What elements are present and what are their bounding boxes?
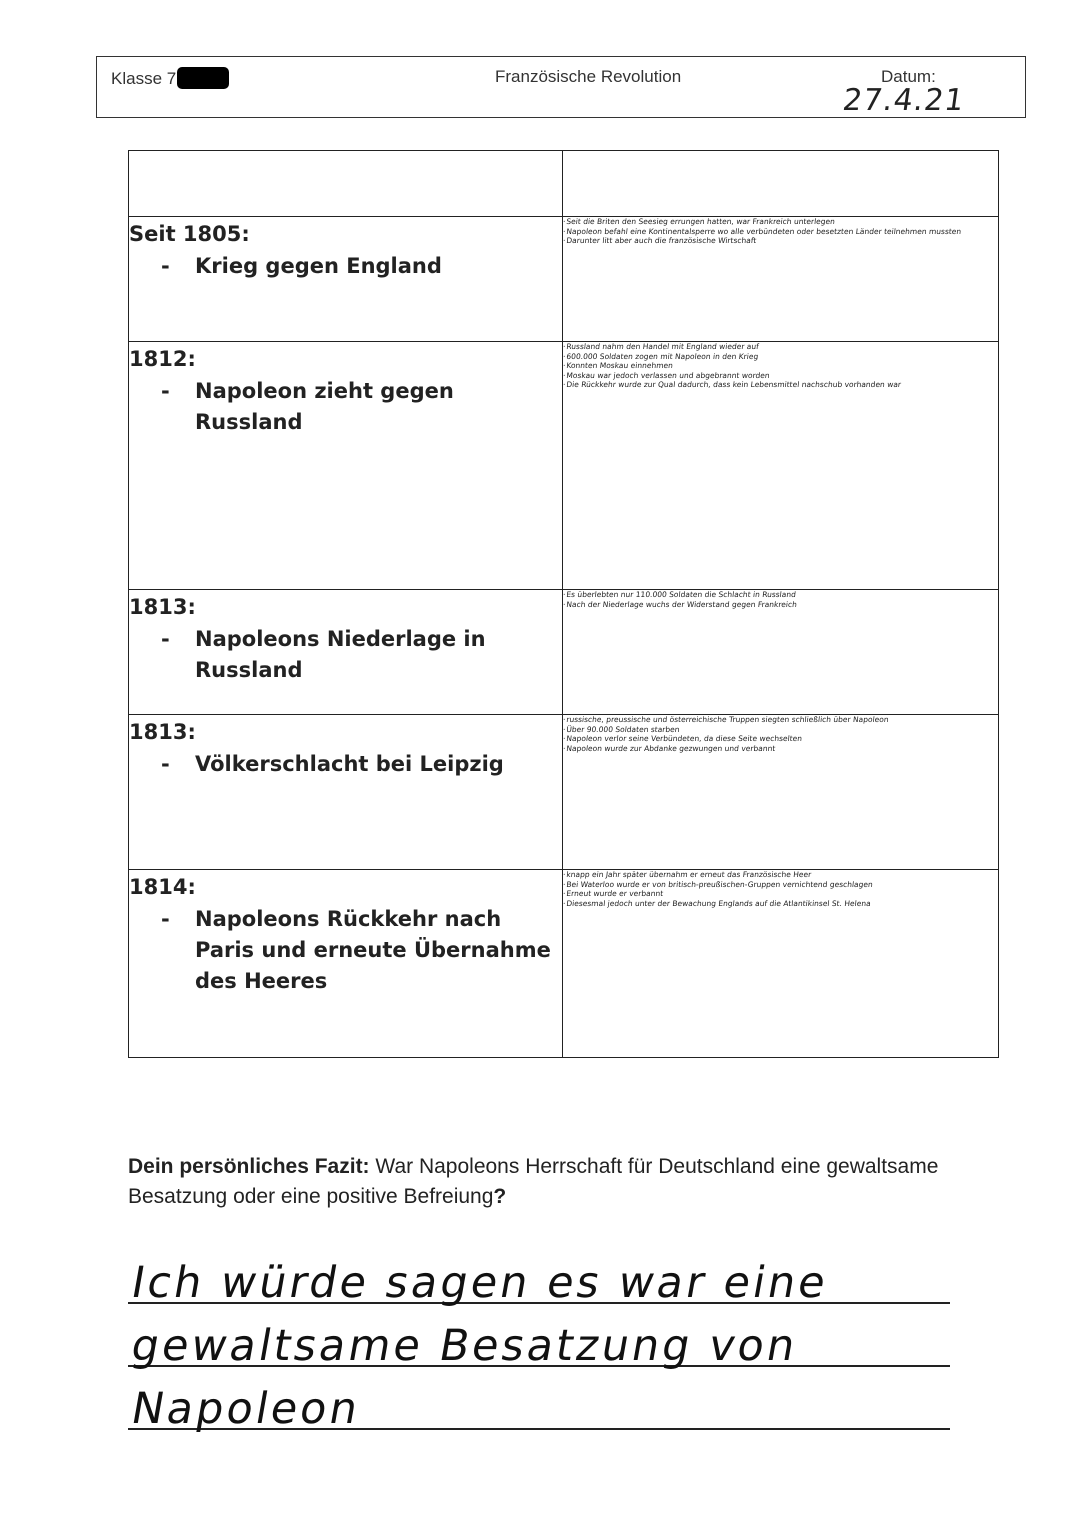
note-item: · Darunter litt aber auch die französische Wirtschaft bbox=[563, 236, 999, 246]
answer-area bbox=[127, 1258, 950, 1434]
dash-bullet: - bbox=[161, 752, 170, 776]
note-item: · 600.000 Soldaten zogen mit Napoleon in den Krieg bbox=[563, 352, 999, 362]
event-description-text: Völkerschlacht bei Leipzig bbox=[195, 752, 504, 776]
answer-handwriting: Napoleon bbox=[127, 1384, 365, 1434]
event-description bbox=[129, 749, 562, 780]
note-item: · knapp ein Jahr später übernahm er erneut das Französische Heer bbox=[563, 870, 999, 880]
worksheet-title: Französische Revolution bbox=[495, 67, 682, 86]
timeline-row bbox=[129, 151, 999, 217]
handwritten-notes bbox=[563, 342, 998, 390]
note-item: · Die Rückkehr wurde zur Qual dadurch, dass kein Lebensmittel nachschub vorhanden war bbox=[563, 380, 999, 390]
event-cell bbox=[129, 715, 563, 870]
event-description bbox=[129, 904, 562, 997]
date-value: 27.4.21 bbox=[840, 83, 967, 118]
note-item: · Über 90.000 Soldaten starben bbox=[563, 725, 999, 735]
event-cell bbox=[129, 151, 563, 217]
notes-cell bbox=[563, 715, 999, 870]
fazit-label: Dein persönliches Fazit: bbox=[128, 1155, 370, 1178]
timeline-row bbox=[129, 715, 999, 870]
class-label: Klasse 7 bbox=[111, 67, 229, 89]
event-cell bbox=[129, 870, 563, 1058]
timeline-row bbox=[129, 590, 999, 715]
handwritten-notes bbox=[563, 217, 998, 246]
note-item: · Bei Waterloo wurde er von britisch-preußischen-Gruppen vernichtend geschlagen bbox=[563, 880, 999, 890]
answer-line bbox=[127, 1367, 950, 1434]
event-description-text: Napoleon zieht gegen Russland bbox=[195, 379, 454, 434]
timeline-table bbox=[128, 150, 999, 1058]
note-item: · Konnten Moskau einnehmen bbox=[563, 361, 999, 371]
answer-line bbox=[127, 1304, 950, 1371]
handwritten-notes bbox=[563, 870, 998, 908]
notes-cell bbox=[563, 870, 999, 1058]
fazit-question-text: War Napoleons Herrschaft für Deutschland eine gewaltsame Besatzung oder eine positive Befreiung bbox=[128, 1155, 939, 1208]
timeline-row bbox=[129, 217, 999, 342]
event-cell bbox=[129, 590, 563, 715]
note-item: · russische, preussische und österreichische Truppen siegten schließlich über Napoleon bbox=[563, 715, 999, 725]
event-year: 1813: bbox=[129, 720, 196, 744]
event-description bbox=[129, 251, 562, 282]
event-year: 1813: bbox=[129, 595, 196, 619]
dash-bullet: - bbox=[161, 379, 170, 403]
note-item: · Nach der Niederlage wuchs der Widerstand gegen Frankreich bbox=[563, 600, 999, 610]
dash-bullet: - bbox=[161, 907, 170, 931]
note-item: · Russland nahm den Handel mit England wieder auf bbox=[563, 342, 999, 352]
event-description bbox=[129, 376, 562, 438]
notes-cell bbox=[563, 217, 999, 342]
note-item: · Napoleon verlor seine Verbündeten, da diese Seite wechselten bbox=[563, 734, 999, 744]
fazit-question bbox=[128, 1152, 948, 1212]
answer-handwriting: gewaltsame Besatzung von bbox=[127, 1321, 802, 1371]
note-item: · Erneut wurde er verbannt bbox=[563, 889, 999, 899]
timeline-row bbox=[129, 342, 999, 590]
note-item: · Napoleon befahl eine Kontinentalsperre wo alle verbündeten oder besetzten Länder teilnehmen mussten bbox=[563, 227, 999, 237]
event-description-text: Napoleons Niederlage in Russland bbox=[195, 627, 486, 682]
redaction-bar bbox=[177, 67, 229, 89]
timeline-row bbox=[129, 870, 999, 1058]
dash-bullet: - bbox=[161, 254, 170, 278]
notes-cell bbox=[563, 590, 999, 715]
event-cell bbox=[129, 217, 563, 342]
event-year: 1814: bbox=[129, 875, 196, 899]
event-description-text: Napoleons Rückkehr nach Paris und erneute Übernahme des Heeres bbox=[195, 907, 551, 993]
date-label: Datum: bbox=[881, 67, 936, 86]
event-cell bbox=[129, 342, 563, 590]
event-year: 1812: bbox=[129, 347, 196, 371]
handwritten-notes bbox=[563, 715, 998, 753]
dash-bullet: - bbox=[161, 627, 170, 651]
event-description bbox=[129, 624, 562, 686]
note-item: · Napoleon wurde zur Abdanke gezwungen und verbannt bbox=[563, 744, 999, 754]
event-year: Seit 1805: bbox=[129, 222, 250, 246]
note-item: · Diesesmal jedoch unter der Bewachung Englands auf die Atlantikinsel St. Helena bbox=[563, 899, 999, 909]
note-item: · Es überlebten nur 110.000 Soldaten die Schlacht in Russland bbox=[563, 590, 999, 600]
fazit-question-mark: ? bbox=[493, 1185, 507, 1208]
note-item: · Moskau war jedoch verlassen und abgebrannt worden bbox=[563, 371, 999, 381]
note-item: · Seit die Briten den Seesieg errungen hatten, war Frankreich unterlegen bbox=[563, 217, 999, 227]
notes-cell bbox=[563, 342, 999, 590]
answer-handwriting: Ich würde sagen es war eine bbox=[127, 1258, 833, 1308]
answer-line bbox=[127, 1258, 950, 1308]
handwritten-notes bbox=[563, 590, 998, 609]
worksheet-header bbox=[96, 56, 1026, 118]
event-description-text: Krieg gegen England bbox=[195, 254, 442, 278]
notes-cell bbox=[563, 151, 999, 217]
